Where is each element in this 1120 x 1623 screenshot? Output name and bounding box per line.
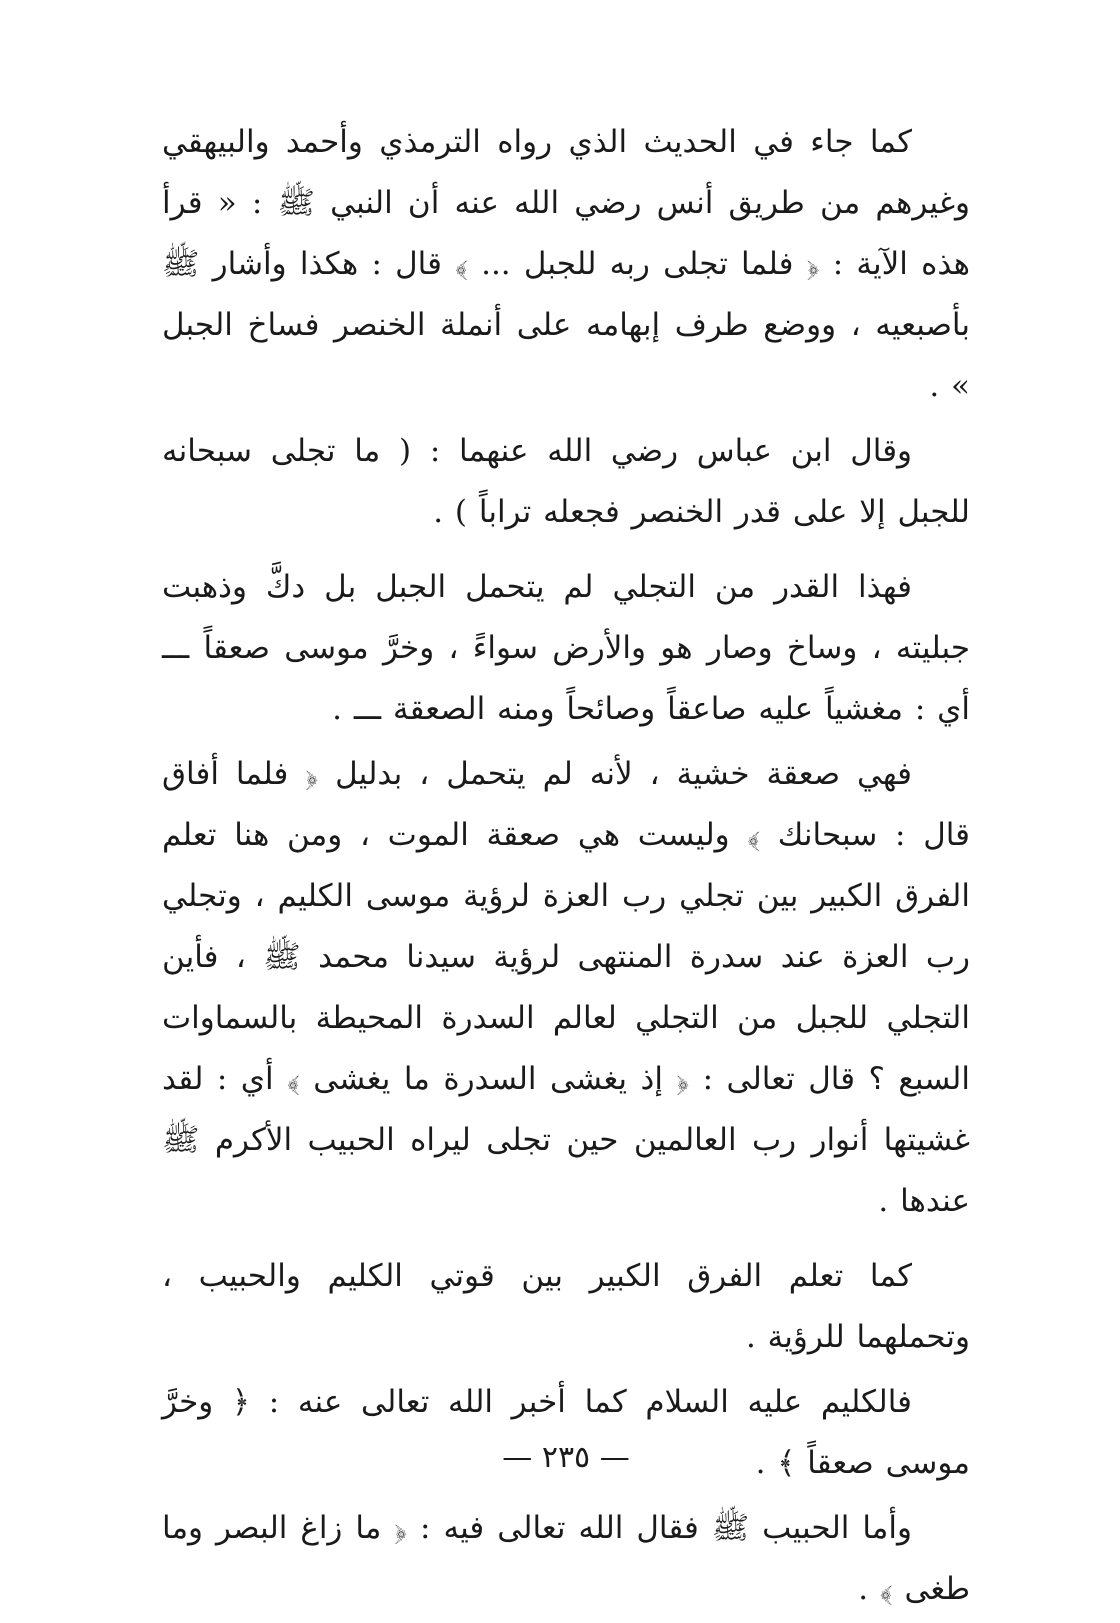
paragraph-2: وقال ابن عباس رضي الله عنهما : ( ما تجلى سبحانه للجبل إلا على قدر الخنصر فجعله تراباً ) . [162,433,970,530]
paragraph-4: فهي صعقة خشية ، لأنه لم يتحمل ، بدليل ﴿ فلما أفاق قال : سبحانك ﴾ وليست هي صعقة الموت ، ومن هنا تعلم الفرق الكبير بين تجلي رب العزة لرؤية موسى الكليم ، وتجلي رب العزة عند سدرة المنتهى لرؤية سيدنا محمد ﷺ ، فأين التجلي للجبل من التجلي لعالم السدرة المحيطة بالسماوات السبع ؟ قال تعالى : ﴿ إذ يغشى السدرة ما يغشى ﴾ أي : لقد غشيتها أنوار رب العالمين حين تجلى ليراه الحبيب الأكرم ﷺ عندها . [162,756,970,1219]
paragraph-6: فالكليم عليه السلام كما أخبر الله تعالى عنه : ﴿ وخرَّ موسى صعقاً ﴾ . [162,1384,970,1481]
paragraph-3: فهذا القدر من التجلي لم يتحمل الجبل بل دكَّ وذهبت جبليته ، وساخ وصار هو والأرض سواءً ، وخرَّ موسى صعقاً ـــ أي : مغشياً عليه صاعقاً وصائحاً ومنه الصعقة ـــ . [162,569,970,727]
paragraph-7: وأما الحبيب ﷺ فقال الله تعالى فيه : ﴿ ما زاغ البصر وما طغى ﴾ . [162,1510,970,1607]
page-number: — ٢٣٥ — [502,1440,630,1475]
paragraph-1: كما جاء في الحديث الذي رواه الترمذي وأحمد والبيهقي وغيرهم من طريق أنس رضي الله عنه أن النبي ﷺ : « قرأ هذه الآية : ﴿ فلما تجلى ربه للجبل ... ﴾ قال : هكذا وأشار ﷺ بأصبعيه ، ووضع طرف إبهامه على أنملة الخنصر فساخ الجبل » . [162,124,970,404]
paragraph-5: كما تعلم الفرق الكبير بين قوتي الكليم والحبيب ، وتحملهما للرؤية . [162,1258,970,1355]
book-page [162,112,970,1607]
